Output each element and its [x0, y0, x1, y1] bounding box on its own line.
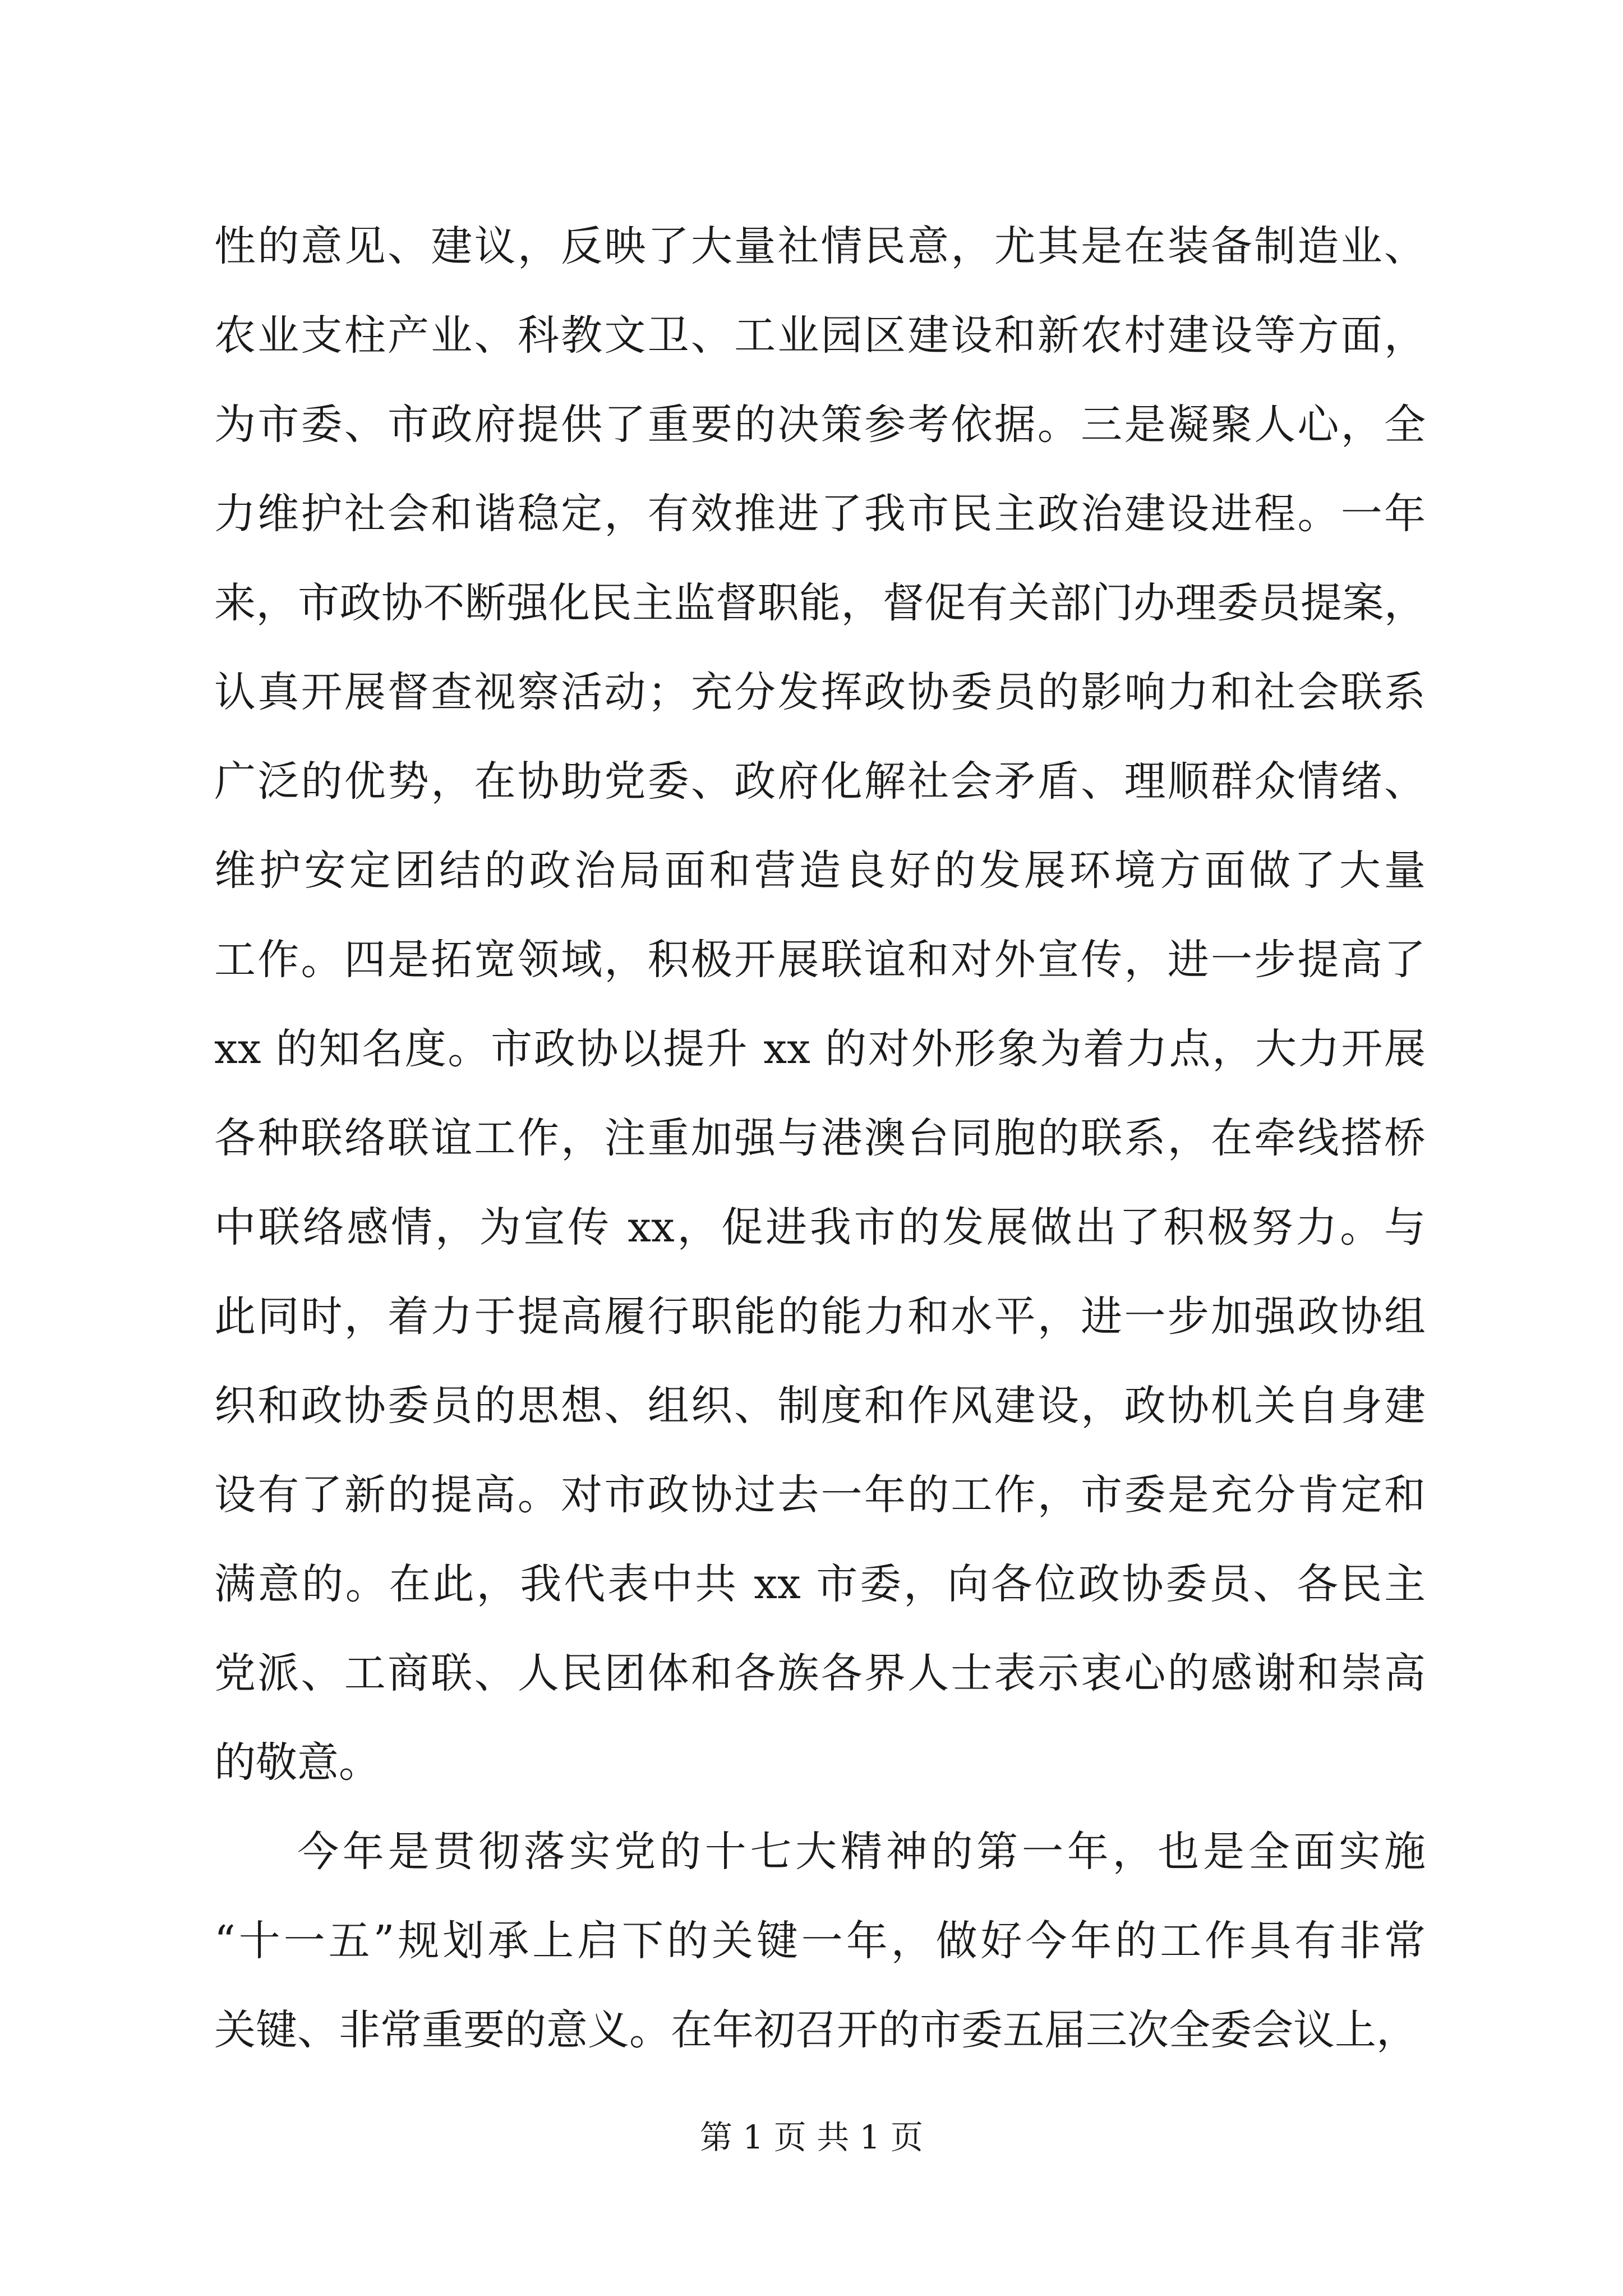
paragraph-line: 性的意见、建议，反映了大量社情民意，尤其是在装备制造业、: [214, 222, 1426, 270]
paragraph-line: 各种联络联谊工作，注重加强与港澳台同胞的联系，在牵线搭桥: [214, 1114, 1426, 1162]
paragraph-line: 党派、工商联、人民团体和各族各界人士表示衷心的感谢和崇高: [214, 1649, 1426, 1697]
paragraph-line: 来，市政协不断强化民主监督职能，督促有关部门办理委员提案，: [214, 579, 1426, 627]
paragraph-line: 织和政协委员的思想、组织、制度和作风建设，政协机关自身建: [214, 1382, 1426, 1430]
paragraph-line: 今年是贯彻落实党的十七大精神的第一年，也是全面实施: [297, 1828, 1426, 1876]
paragraph-line: 工作。四是拓宽领域，积极开展联谊和对外宣传，进一步提高了: [214, 936, 1426, 984]
paragraph-line: xx 的知名度。市政协以提升 xx 的对外形象为着力点，大力开展: [214, 1025, 1426, 1073]
paragraph-line: 的敬意。: [214, 1738, 380, 1787]
paragraph-line: 农业支柱产业、科教文卫、工业园区建设和新农村建设等方面，: [214, 311, 1426, 360]
paragraph-line: 为市委、市政府提供了重要的决策参考依据。三是凝聚人心，全: [214, 401, 1426, 449]
paragraph-line: 关键、非常重要的意义。在年初召开的市委五届三次全委会议上，: [214, 2006, 1418, 2054]
paragraph-line: “十一五”规划承上启下的关键一年，做好今年的工作具有非常: [214, 1917, 1426, 1965]
paragraph-line: 认真开展督查视察活动；充分发挥政协委员的影响力和社会联系: [214, 668, 1426, 716]
paragraph-line: 设有了新的提高。对市政协过去一年的工作，市委是充分肯定和: [214, 1471, 1426, 1519]
paragraph-line: 力维护社会和谐稳定，有效推进了我市民主政治建设进程。一年: [214, 490, 1426, 538]
paragraph-line: 此同时，着力于提高履行职能的能力和水平，进一步加强政协组: [214, 1292, 1426, 1341]
paragraph-line: 广泛的优势，在协助党委、政府化解社会矛盾、理顺群众情绪、: [214, 757, 1426, 806]
paragraph-line: 中联络感情，为宣传 xx，促进我市的发展做出了积极努力。与: [214, 1203, 1426, 1251]
paragraph-line: 满意的。在此，我代表中共 xx 市委，向各位政协委员、各民主: [214, 1560, 1426, 1608]
page-footer: 第 1 页 共 1 页: [700, 2118, 923, 2156]
paragraph-line: 维护安定团结的政治局面和营造良好的发展环境方面做了大量: [214, 846, 1426, 895]
